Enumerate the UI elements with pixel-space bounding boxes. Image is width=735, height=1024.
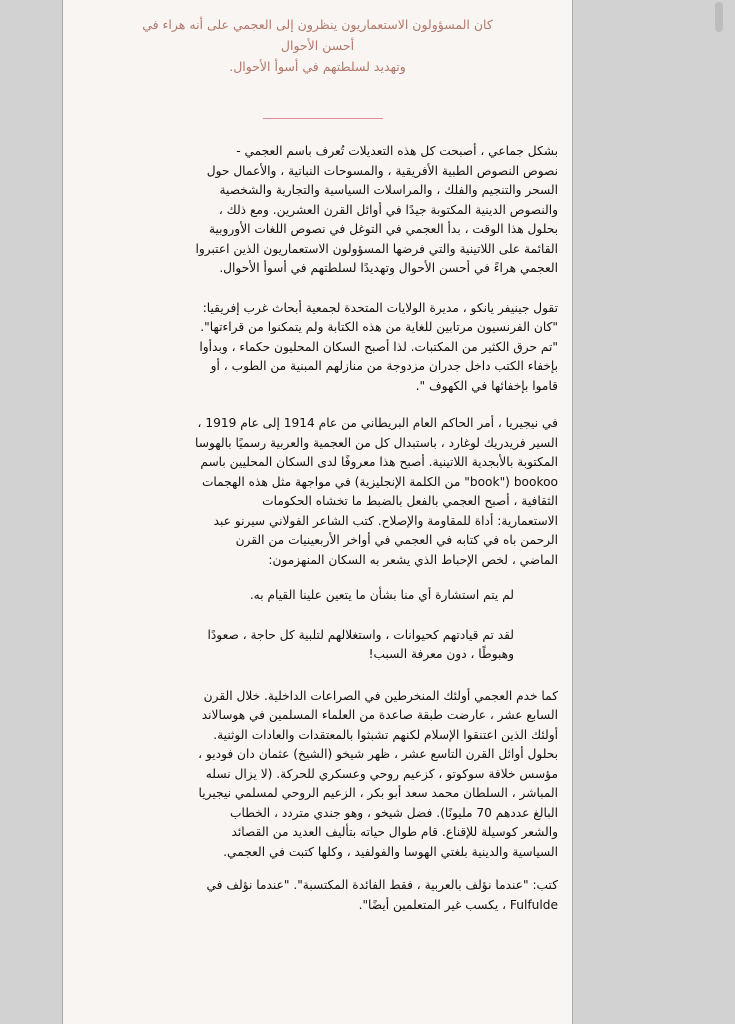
text-line: القائمة على اللاتينية والتي فرضها المسؤولون الاستعماريون الذين اعتبروا xyxy=(195,241,558,256)
text-line: تقول جينيفر يانكو ، مديرة الولايات المتحدة لجمعية أبحاث غرب إفريقيا: xyxy=(202,300,558,315)
text-line: bookoo ("book" من الكلمة الإنجليزية) في مواجهة مثل هذه الهجمات xyxy=(201,474,558,489)
text-line: المكتوبة بالأبجدية اللاتينية. أصبح هذا معروفًا لدى السكان المحليين باسم xyxy=(200,455,558,469)
text-line: السحر والتنجيم والفلك ، والمراسلات السياسية والتجارية والشخصية xyxy=(219,183,558,197)
text-line: نصوص النصوص الطبية الأفريقية ، والمسوحات النباتية ، والأعمال حول xyxy=(206,163,558,178)
scrollbar[interactable] xyxy=(715,0,723,1024)
text-line: والشعر كوسيلة للإقناع. قام طوال حياته بتأليف العديد من القصائد xyxy=(231,825,558,839)
text-line: والنصوص الدينية المكتوبة جيدًا في أوائل القرن العشرين. ومع ذلك ، xyxy=(218,202,558,217)
scrollbar-thumb[interactable] xyxy=(715,2,723,32)
text-line: البالغ عددهم 70 مليونًا). فضل شيخو ، وهو جندي متردد ، الخطاب xyxy=(230,805,558,820)
text-line: لم يتم استشارة أي منا بشأن ما يتعين علينا القيام به. xyxy=(249,588,514,602)
text-line: كتب: "عندما نؤلف بالعربية ، فقط الفائدة المكتسبة". "عندما نؤلف في xyxy=(206,878,558,892)
text-line: لقد تم قيادتهم كحيوانات ، واستغلالهم لتلبية كل حاجة ، صعودًا xyxy=(207,627,514,642)
text-line: السابع عشر ، عارضت طبقة صاعدة من العلماء المسلمين في هوسالاند xyxy=(201,708,558,722)
text-line: "تم حرق الكثير من المكتبات. لذا أصبح السكان المحليون حكماء ، وبدأوا xyxy=(199,339,558,354)
pull-quote-line: كان المسؤولون الاستعماريون ينظرون إلى العجمي على أنه هراء في xyxy=(142,17,493,32)
paragraph xyxy=(77,876,558,915)
text-line: الماضي ، لخص الإحباط الذي يشعر به السكان المنهزمون: xyxy=(268,552,558,567)
text-line: العجمي هراءً في أحسن الأحوال وتهديدًا لسلطتهم في أسوأ الأحوال. xyxy=(219,261,558,275)
text-line: الرحمن باه في كتابه في العجمي في أواخر الأربعينيات من القرن xyxy=(235,533,558,547)
poem-verse xyxy=(77,586,558,606)
text-line: السياسية والدينية بلغتي الهوسا والفولفيد ، وكلها كتبت في العجمي. xyxy=(223,844,558,859)
text-line: المباشر ، السلطان محمد سعد أبو بكر ، الزعيم الروحي لمسلمي نيجيريا xyxy=(198,786,558,800)
text-line: كما خدم العجمي أولئك المنخرطين في الصراعات الداخلية. خلال القرن xyxy=(203,688,558,703)
text-line: بحلول أوائل القرن التاسع عشر ، ظهر شيخو (الشيخ) عثمان دان فوديو ، xyxy=(198,747,558,761)
text-line: بشكل جماعي ، أصبحت كل هذه التعديلات تُعرف باسم العجمي - xyxy=(236,144,558,158)
paragraph xyxy=(77,687,558,863)
paragraph xyxy=(77,299,558,397)
text-line: أولئك الذين اعتنقوا الإسلام لكنهم تشبثوا بالمعتقدات والعادات الوثنية. xyxy=(213,727,558,742)
pull-quote-line: أحسن الأحوال xyxy=(280,38,355,53)
text-line: بإخفاء الكتب داخل جدران مزدوجة من منازلهم المبنية من الطوب ، أو xyxy=(210,359,558,373)
pull-quote xyxy=(77,14,558,77)
text-line: Fulfulde ، يكسب غير المتعلمين أيضًا". xyxy=(358,897,558,912)
poem-verse xyxy=(77,626,558,665)
section-divider xyxy=(263,118,383,119)
pull-quote-line: وتهديد لسلطتهم في أسوأ الأحوال. xyxy=(229,59,406,74)
text-line: الثقافية ، أصبح العجمي بالفعل بالضبط ما تخشاه الحكومات xyxy=(262,494,558,508)
paragraph xyxy=(77,414,558,570)
text-line: وهبوطًا ، دون معرفة السبب! xyxy=(368,647,514,661)
text-line: "كان الفرنسيون مرتابين للغاية من هذه الكتابة ولم يتمكنوا من قراءتها". xyxy=(200,320,558,334)
text-line: الاستعمارية: أداة للمقاومة والإصلاح. كتب الشاعر الفولاني سيرنو عبد xyxy=(213,513,558,528)
text-line: قاموا بإخفائها في الكهوف ". xyxy=(415,378,558,393)
text-line: مؤسس خلافة سوكوتو ، كزعيم روحي وعسكري للحركة. (لا يزال نسله xyxy=(205,766,558,781)
paragraph xyxy=(77,142,558,279)
text-line: السير فريدريك لوغارد ، باستبدال كل من العجمية والعربية رسميًا بالهوسا xyxy=(195,435,558,450)
document-page xyxy=(62,0,573,1024)
text-line: في نيجيريا ، أمر الحاكم العام البريطاني من عام 1914 إلى عام 1919 ، xyxy=(197,416,558,430)
text-line: بحلول هذا الوقت ، بدأ العجمي في التوغل في نصوص اللغات الأوروبية xyxy=(208,222,558,236)
article-body xyxy=(77,142,558,929)
